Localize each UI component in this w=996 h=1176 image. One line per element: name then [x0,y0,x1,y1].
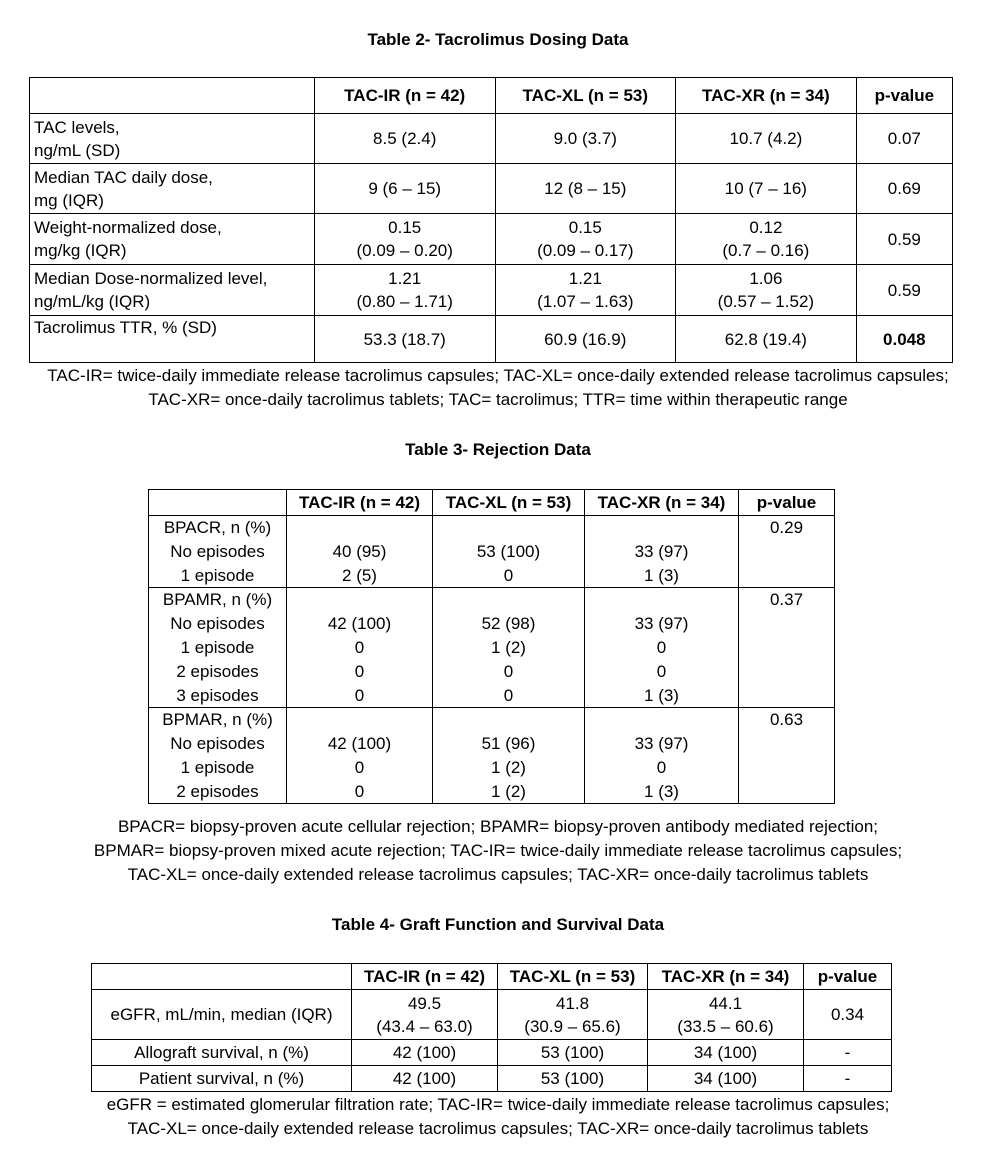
table4-footnote [0,1093,996,1141]
row-label-line2: ng/mL/kg (IQR) [34,292,151,311]
table3-row [149,612,835,636]
table3-row-label: 1 episode [149,636,287,660]
table3-cell-tac-ir: 0 [287,756,433,780]
table3-cell-tac-xr [585,708,739,732]
cell-value: 9 (6 – 15) [368,179,442,198]
table3-cell-tac-xl: 0 [433,684,585,708]
table2-row [30,114,953,164]
table3-cell-tac-xl: 51 (96) [433,732,585,756]
table2-cell-tac-xl [495,316,676,363]
table3-cell-tac-xr: 33 (97) [585,612,739,636]
table2-cell-tac-xl [495,214,676,265]
table3 [148,489,835,804]
table3-footnote [0,815,996,887]
table3-cell-tac-ir: 0 [287,780,433,804]
table3-cell-tac-xl [433,708,585,732]
row-label-line2: ng/mL (SD) [34,140,121,160]
table3-row-label: No episodes [149,732,287,756]
table4-cell-tac-xl [498,1040,648,1066]
table3-row-label: 1 episode [149,756,287,780]
table3-header-tac-ir: TAC-IR (n = 42) [287,490,433,516]
table3-footnote-line1: BPACR= biopsy-proven acute cellular rejection; BPAMR= biopsy-proven antibody mediated rejection; [117,817,879,836]
table3-cell-tac-xr [585,588,739,612]
row-label-line1: TAC levels, [34,117,120,137]
row-label-line1: Weight-normalized dose, [34,218,222,237]
table2-cell-tac-ir [314,265,495,316]
table2-footnote [0,364,996,412]
cell-value: 62.8 (19.4) [724,329,807,349]
table4-row-label: Patient survival, n (%) [92,1066,352,1092]
cell-value: 42 (100) [392,1069,457,1088]
table3-title: Table 3- Rejection Data [405,440,591,459]
table3-cell-p-value: 0.37 [739,588,835,612]
cell-value: 1.21 [388,269,422,288]
cell-value: 10.7 (4.2) [729,129,803,148]
table2-cell-p-value: 0.07 [856,114,952,164]
table3-cell-p-value [739,732,835,756]
table4-footnote-line2: TAC-XL= once-daily extended release tacrolimus capsules; TAC-XR= once-daily tacrolimus tablets [127,1119,869,1138]
table3-cell-tac-xr: 0 [585,756,739,780]
table4-cell-tac-xr [648,1040,804,1066]
row-label-line1: Tacrolimus TTR, % (SD) [34,318,217,337]
table4-cell-tac-ir [352,1040,498,1066]
table2-header-tac-ir: TAC-IR (n = 42) [314,78,495,114]
table4-header-tac-xl: TAC-XL (n = 53) [498,964,648,990]
table3-cell-tac-ir [287,708,433,732]
table2-header-tac-xl: TAC-XL (n = 53) [495,78,676,114]
cell-range: (30.9 – 65.6) [524,1016,621,1036]
table3-group-label: BPACR, n (%) [149,516,287,540]
cell-value: 1.06 [749,269,783,288]
table3-header-tac-xl: TAC-XL (n = 53) [433,490,585,516]
table2-cell-tac-xr [676,214,857,265]
table2-cell-tac-xr [676,114,857,164]
table3-cell-tac-xr: 33 (97) [585,732,739,756]
table4-header-p-value: p-value [804,964,892,990]
row-label-line2: mg/kg (IQR) [34,241,127,260]
table4-row [92,1066,892,1092]
row-label-line2: mg (IQR) [34,190,104,210]
table3-footnote-line2: BPMAR= biopsy-proven mixed acute rejection; TAC-IR= twice-daily immediate release tacrolimus capsules; [93,841,903,860]
table3-row [149,732,835,756]
table2-row-label [30,214,315,265]
cell-range: (0.57 – 1.52) [717,292,815,311]
table3-header-blank [149,490,287,516]
cell-range: (33.5 – 60.6) [677,1016,774,1036]
table3-cell-tac-ir: 0 [287,684,433,708]
table2-header-tac-xr: TAC-XR (n = 34) [676,78,857,114]
table3-cell-tac-ir: 0 [287,660,433,684]
table2-cell-tac-ir [314,114,495,164]
table2-row [30,316,953,363]
cell-value: 53 (100) [540,1069,605,1088]
table3-cell-p-value [739,780,835,804]
cell-value: 42 (100) [392,1043,457,1062]
table3-cell-tac-xr: 1 (3) [585,564,739,588]
table4-cell-p-value: - [804,1040,892,1066]
cell-value: 53 (100) [540,1043,605,1062]
table2-row [30,164,953,214]
table3-group-row [149,708,835,732]
table3-cell-tac-xr: 33 (97) [585,540,739,564]
cell-value: 9.0 (3.7) [553,129,617,148]
table4-cell-tac-xl [498,990,648,1040]
table3-row [149,660,835,684]
table4-footnote-line1: eGFR = estimated glomerular filtration rate; TAC-IR= twice-daily immediate release tacrolimus capsules; [106,1095,890,1114]
table2-title: Table 2- Tacrolimus Dosing Data [367,30,629,49]
table3-row [149,684,835,708]
table3-row-label: 3 episodes [149,684,287,708]
table3-cell-tac-xl: 52 (98) [433,612,585,636]
table2-row [30,265,953,316]
table3-cell-tac-ir [287,588,433,612]
table2-row-label [30,316,315,363]
cell-value: 41.8 [555,993,590,1013]
table2-cell-tac-xr [676,164,857,214]
table3-row-label: No episodes [149,540,287,564]
table2-row-label [30,114,315,164]
table3-footnote-line3: TAC-XL= once-daily extended release tacrolimus capsules; TAC-XR= once-daily tacrolimus tablets [127,865,869,884]
table2-row-label [30,265,315,316]
table3-cell-tac-ir [287,516,433,540]
table3-cell-tac-ir: 42 (100) [287,732,433,756]
table2-header-row [30,78,953,114]
table2-cell-p-value: 0.59 [856,265,952,316]
cell-value: 1.21 [568,269,602,288]
table3-row [149,636,835,660]
table3-cell-p-value [739,660,835,684]
table3-cell-tac-xl: 1 (2) [433,756,585,780]
table3-cell-tac-ir: 0 [287,636,433,660]
table3-cell-tac-xr: 0 [585,636,739,660]
cell-range: (43.4 – 63.0) [376,1016,473,1036]
table3-cell-p-value [739,756,835,780]
table3-group-row [149,516,835,540]
cell-value: 0.15 [568,218,602,237]
table2-cell-tac-xr [676,316,857,363]
table2-cell-tac-xl [495,164,676,214]
table2-footnote-line2: TAC-XR= once-daily tacrolimus tablets; TAC= tacrolimus; TTR= time within therapeutic range [148,390,848,409]
cell-value: 44.1 [708,993,743,1013]
table3-header-row [149,490,835,516]
table3-cell-p-value [739,564,835,588]
table4-header-tac-ir: TAC-IR (n = 42) [352,964,498,990]
table3-cell-tac-ir: 42 (100) [287,612,433,636]
table2-row-label [30,164,315,214]
table4-title: Table 4- Graft Function and Survival Data [331,915,665,934]
cell-value: 49.5 [407,993,442,1013]
cell-value: 34 (100) [693,1043,758,1062]
table4-header-row [92,964,892,990]
table4-header-blank [92,964,352,990]
table2-cell-p-value: 0.69 [856,164,952,214]
cell-value: 0.12 [749,218,783,237]
table3-cell-tac-xl: 1 (2) [433,636,585,660]
table3-cell-p-value [739,540,835,564]
row-label-line1: Median TAC daily dose, [34,167,213,187]
table4-cell-tac-xr [648,1066,804,1092]
table4-row-label: eGFR, mL/min, median (IQR) [92,990,352,1040]
table3-cell-tac-xl [433,588,585,612]
table2-cell-p-value: 0.59 [856,214,952,265]
table4 [91,963,892,1092]
cell-range: (0.09 – 0.17) [537,241,634,260]
table2-cell-tac-xl [495,265,676,316]
table4-cell-tac-ir [352,1066,498,1092]
table3-header-p-value: p-value [739,490,835,516]
cell-value: 60.9 (16.9) [544,329,627,349]
table3-row [149,564,835,588]
cell-range: (0.09 – 0.20) [356,241,453,260]
table3-cell-p-value: 0.63 [739,708,835,732]
table3-cell-tac-xl: 0 [433,564,585,588]
table3-cell-tac-ir: 2 (5) [287,564,433,588]
table4-row [92,1040,892,1066]
table3-cell-tac-xr: 1 (3) [585,684,739,708]
table3-cell-tac-xl: 53 (100) [433,540,585,564]
row-label-line1: Median Dose-normalized level, [34,269,268,288]
table3-cell-tac-xl: 1 (2) [433,780,585,804]
table3-cell-tac-xr: 1 (3) [585,780,739,804]
table3-cell-tac-xr: 0 [585,660,739,684]
table3-cell-tac-ir: 40 (95) [287,540,433,564]
table2-cell-tac-ir [314,214,495,265]
table3-cell-tac-xl [433,516,585,540]
cell-value: 53.3 (18.7) [363,329,446,349]
table3-cell-p-value: 0.29 [739,516,835,540]
table4-cell-p-value: - [804,1066,892,1092]
table2 [29,77,953,363]
table3-row-label: No episodes [149,612,287,636]
table2-footnote-line1: TAC-IR= twice-daily immediate release tacrolimus capsules; TAC-XL= once-daily extended release tacrolimus capsules; [47,366,949,385]
table3-cell-p-value [739,612,835,636]
table3-group-label: BPAMR, n (%) [149,588,287,612]
table4-row [92,990,892,1040]
table3-row [149,756,835,780]
table3-cell-p-value [739,636,835,660]
table2-cell-tac-xr [676,265,857,316]
cell-range: (1.07 – 1.63) [537,292,634,311]
table3-cell-tac-xl: 0 [433,660,585,684]
table2-header-p-value: p-value [856,78,952,114]
table3-row-label: 2 episodes [149,780,287,804]
cell-value: 34 (100) [693,1069,758,1088]
table3-row [149,780,835,804]
table4-cell-tac-xr [648,990,804,1040]
table2-cell-tac-ir [314,316,495,363]
table4-row-label: Allograft survival, n (%) [92,1040,352,1066]
cell-range: (0.7 – 0.16) [722,241,810,260]
cell-value: 10 (7 – 16) [724,179,807,198]
cell-value: 12 (8 – 15) [544,179,627,198]
table4-header-tac-xr: TAC-XR (n = 34) [648,964,804,990]
table3-row [149,540,835,564]
table4-cell-tac-ir [352,990,498,1040]
table3-cell-p-value [739,684,835,708]
table4-cell-tac-xl [498,1066,648,1092]
table2-header-blank [30,78,315,114]
table2-row [30,214,953,265]
table3-group-label: BPMAR, n (%) [149,708,287,732]
table2-cell-tac-xl [495,114,676,164]
cell-value: 0.15 [388,218,422,237]
table3-row-label: 1 episode [149,564,287,588]
table2-cell-tac-ir [314,164,495,214]
table3-row-label: 2 episodes [149,660,287,684]
table3-header-tac-xr: TAC-XR (n = 34) [585,490,739,516]
table3-group-row [149,588,835,612]
table3-cell-tac-xr [585,516,739,540]
table2-cell-p-value: 0.048 [856,316,952,363]
table4-cell-p-value: 0.34 [804,990,892,1040]
cell-value: 8.5 (2.4) [373,129,437,148]
cell-range: (0.80 – 1.71) [356,292,453,311]
